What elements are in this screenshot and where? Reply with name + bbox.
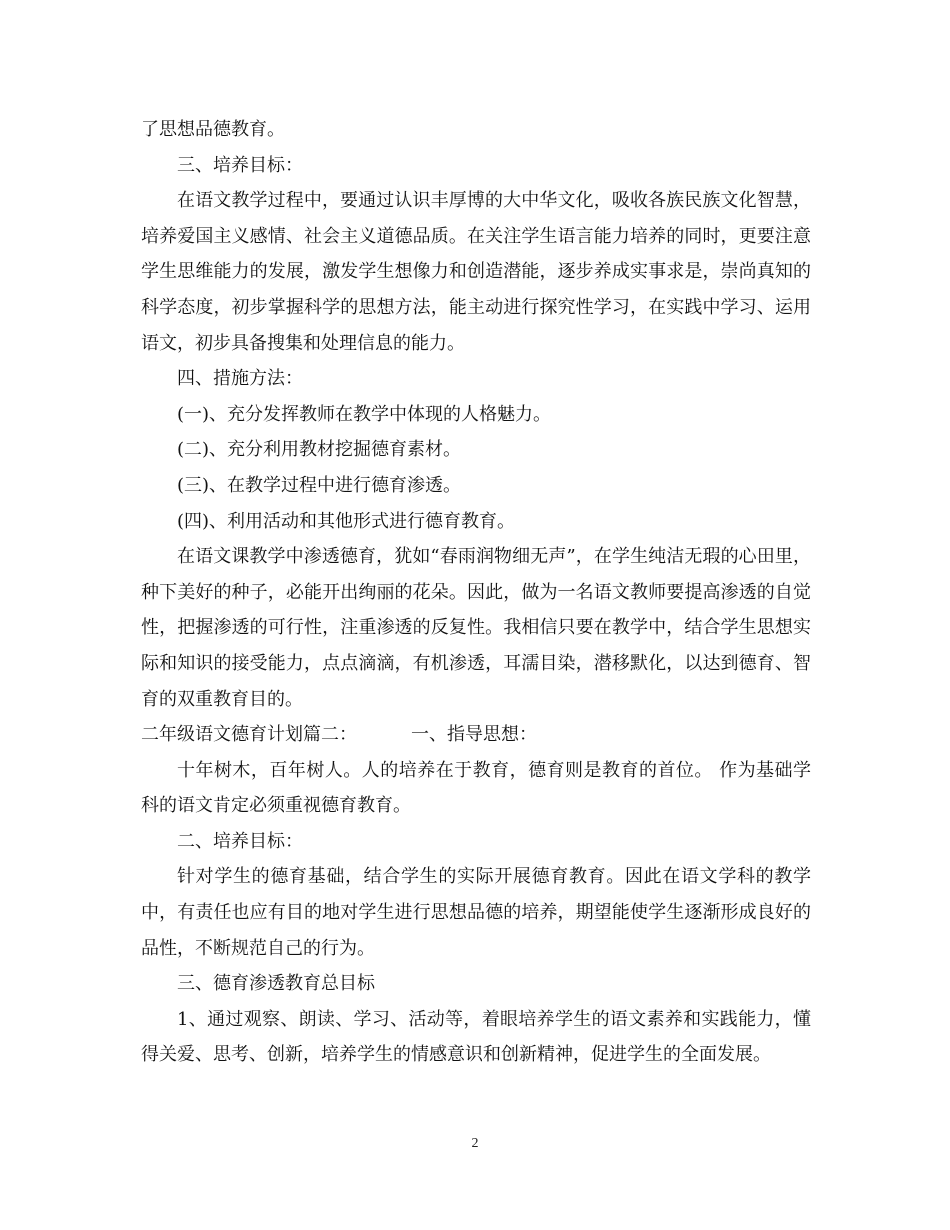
paragraph-teaching-goals: 在语文教学过程中，要通过认识丰厚博的大中华文化，吸收各族民族文化智慧，培养爱国主义感情、社会主义道德品质。在关注学生语言能力培养的同时，更要注意学生思维能力的发展，激发学生想像力和创造潜能，逐步养成实事求是，崇尚真知的科学态度，初步掌握科学的思想方法，能主动进行探究性学习，在实践中学习、运用语文，初步具备搜集和处理信息的能力。 — [141, 190, 811, 354]
paragraph-moral-education: 在语文课教学中渗透德育，犹如“春雨润物细无声”，在学生纯洁无瑕的心田里，种下美好的种子，必能开出绚丽的花朵。因此，做为一名语文教师要提高渗透的自觉性，把握渗透的可行性，注重渗透的反复性。我相信只要在教学中，结合学生思想实际和知识的接受能力，点点滴滴，有机渗透，耳濡目染，潜移默化，以达到德育、智育的双重教育目的。 — [141, 546, 811, 710]
page-number: 2 — [471, 1136, 479, 1151]
list-item-measure-3: (三)、在教学过程中进行德育渗透。 — [177, 474, 462, 496]
list-item-measure-1: (一)、充分发挥教师在教学中体现的人格魅力。 — [177, 403, 552, 425]
section-title-line — [141, 717, 811, 753]
heading-training-goals-2: 二、培养目标： — [177, 830, 303, 852]
section-title: 二年级语文德育计划篇二： — [141, 724, 357, 746]
list-item-measure-4: (四)、利用活动和其他形式进行德育教育。 — [177, 510, 516, 532]
heading-guiding-thought: 一、指导思想： — [411, 724, 537, 746]
heading-training-goals: 三、培养目标： — [177, 154, 303, 176]
paragraph-guiding-thought: 十年树木，百年树人。人的培养在于教育，德育则是教育的首位。 作为基础学科的语文肯定必须重视德育教育。 — [141, 759, 811, 817]
paragraph-training-goals-2: 针对学生的德育基础，结合学生的实际开展德育教育。因此在语文学科的教学中，有责任也应有目的地对学生进行思想品德的培养，期望能使学生逐渐形成良好的品性，不断规范自己的行为。 — [141, 866, 811, 959]
heading-overall-goals: 三、德育渗透教育总目标 — [177, 973, 375, 995]
document-body — [141, 112, 811, 1073]
heading-measures: 四、措施方法： — [177, 368, 303, 390]
paragraph-overall-goal-1: 1、通过观察、朗读、学习、活动等，着眼培养学生的语文素养和实践能力，懂得关爱、思考、创新，培养学生的情感意识和创新精神，促进学生的全面发展。 — [141, 1008, 811, 1066]
paragraph-continuation: 了思想品德教育。 — [141, 119, 285, 140]
list-item-measure-2: (二)、充分利用教材挖掘德育素材。 — [177, 439, 462, 461]
